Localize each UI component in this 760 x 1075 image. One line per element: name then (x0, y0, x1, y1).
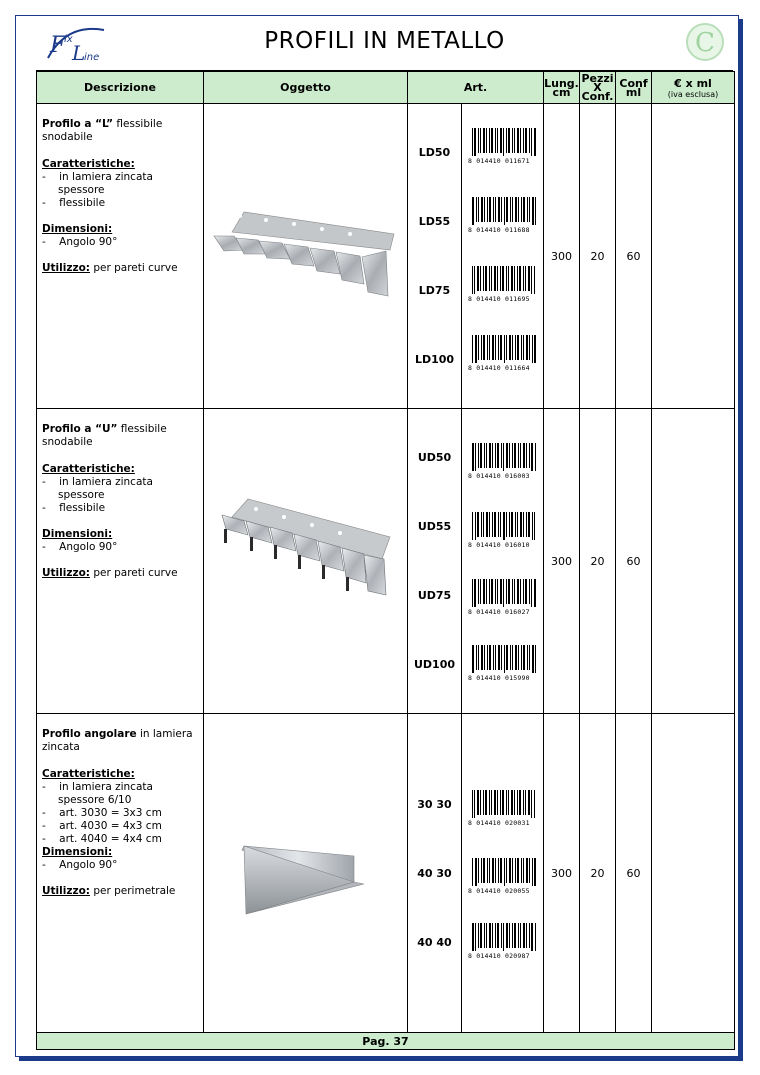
col-prezzo (652, 72, 735, 104)
svg-text:F: F (50, 33, 66, 58)
col-pezzi: Pezzi X Conf. (581, 72, 614, 103)
conf-value: 60 (616, 409, 652, 714)
page-title: PROFILI IN METALLO (264, 28, 505, 54)
l-profile-image (204, 104, 408, 404)
col-lung: Lung. cm (544, 72, 580, 104)
barcode: 8 014410 020031 (468, 790, 540, 828)
svg-text:ine: ine (84, 52, 100, 63)
product-description: Profilo a “U” flessibile snodabile Caratteristiche: - in lamiera zincata spessore - flessibile Dimensioni: - Angolo 90° Utilizzo: per pareti curve (37, 409, 204, 714)
lung-value: 300 (544, 409, 580, 714)
article-code: 30 30 (417, 798, 452, 811)
page-number: Pag. 37 (37, 1033, 735, 1050)
article-code: UD50 (417, 451, 452, 464)
article-code: UD55 (417, 520, 452, 533)
c-badge-icon (685, 22, 725, 62)
article-codes-cell (408, 104, 462, 409)
product-image-cell (204, 409, 408, 714)
barcode-cell (462, 409, 544, 714)
barcode: 8 014410 020987 (468, 923, 540, 961)
col-conf: Conf ml (616, 72, 652, 104)
page-frame (15, 15, 739, 1057)
conf-value: 60 (616, 104, 652, 409)
product-description: Profilo a “L” flessibile snodabile Caratteristiche: - in lamiera zincata spessore - flessibile Dimensioni: - Angolo 90° Utilizzo: per pareti curve (37, 104, 204, 409)
col-oggetto: Oggetto (204, 72, 408, 104)
article-code: UD100 (413, 658, 456, 671)
barcode-cell (462, 714, 544, 1033)
article-codes-cell (408, 714, 462, 1033)
barcode: 8 014410 016010 (468, 512, 540, 550)
article-code: 40 30 (417, 867, 452, 880)
angle-profile-image (204, 714, 408, 1028)
lung-value: 300 (544, 714, 580, 1033)
page-footer (37, 1033, 735, 1050)
pezzi-value: 20 (580, 714, 616, 1033)
prezzo-value (652, 714, 735, 1033)
article-code: LD75 (418, 284, 451, 297)
barcode: 8 014410 020055 (468, 858, 540, 896)
prezzo-value (652, 409, 735, 714)
barcode: 8 014410 011688 (468, 197, 540, 235)
pezzi-value: 20 (580, 409, 616, 714)
product-row (37, 714, 735, 1033)
prezzo-value (652, 104, 735, 409)
article-code: 40 40 (417, 936, 452, 949)
barcode-cell (462, 104, 544, 409)
product-image-cell (204, 104, 408, 409)
article-code: LD55 (418, 215, 451, 228)
product-table (36, 71, 735, 1050)
product-row (37, 104, 735, 409)
page-header (36, 16, 733, 71)
product-description: Profilo angolare in lamiera zincata Caratteristiche: - in lamiera zincata spessore 6/10 - art. 3030 = 3x3 cm - art. 4030 = 4x3 cm - art. 4040 = 4x4 cm Dimensioni: - Angolo 90° Utilizzo: per perimetrale (37, 714, 204, 1033)
col-prezzo-label: € x ml (674, 76, 712, 90)
article-code: LD50 (418, 146, 451, 159)
barcode: 8 014410 015990 (468, 645, 540, 683)
col-descrizione: Descrizione (37, 72, 204, 104)
barcode: 8 014410 011695 (468, 266, 540, 304)
lung-value: 300 (544, 104, 580, 409)
pezzi-value: 20 (580, 104, 616, 409)
product-row (37, 409, 735, 714)
col-prezzo-sub: (iva esclusa) (667, 89, 719, 99)
svg-text:L: L (72, 41, 86, 65)
article-codes-cell (408, 409, 462, 714)
svg-text:C: C (695, 28, 715, 58)
u-profile-image (204, 409, 408, 709)
barcode: 8 014410 016003 (468, 443, 540, 481)
article-code: LD100 (414, 353, 455, 366)
article-code: UD75 (417, 589, 452, 602)
barcode: 8 014410 011664 (468, 335, 540, 373)
barcode: 8 014410 016027 (468, 579, 540, 617)
col-art: Art. (408, 72, 544, 104)
conf-value: 60 (616, 714, 652, 1033)
svg-text:ix: ix (64, 34, 73, 45)
product-image-cell (204, 714, 408, 1033)
table-header-row (37, 72, 735, 104)
barcode: 8 014410 011671 (468, 128, 540, 166)
